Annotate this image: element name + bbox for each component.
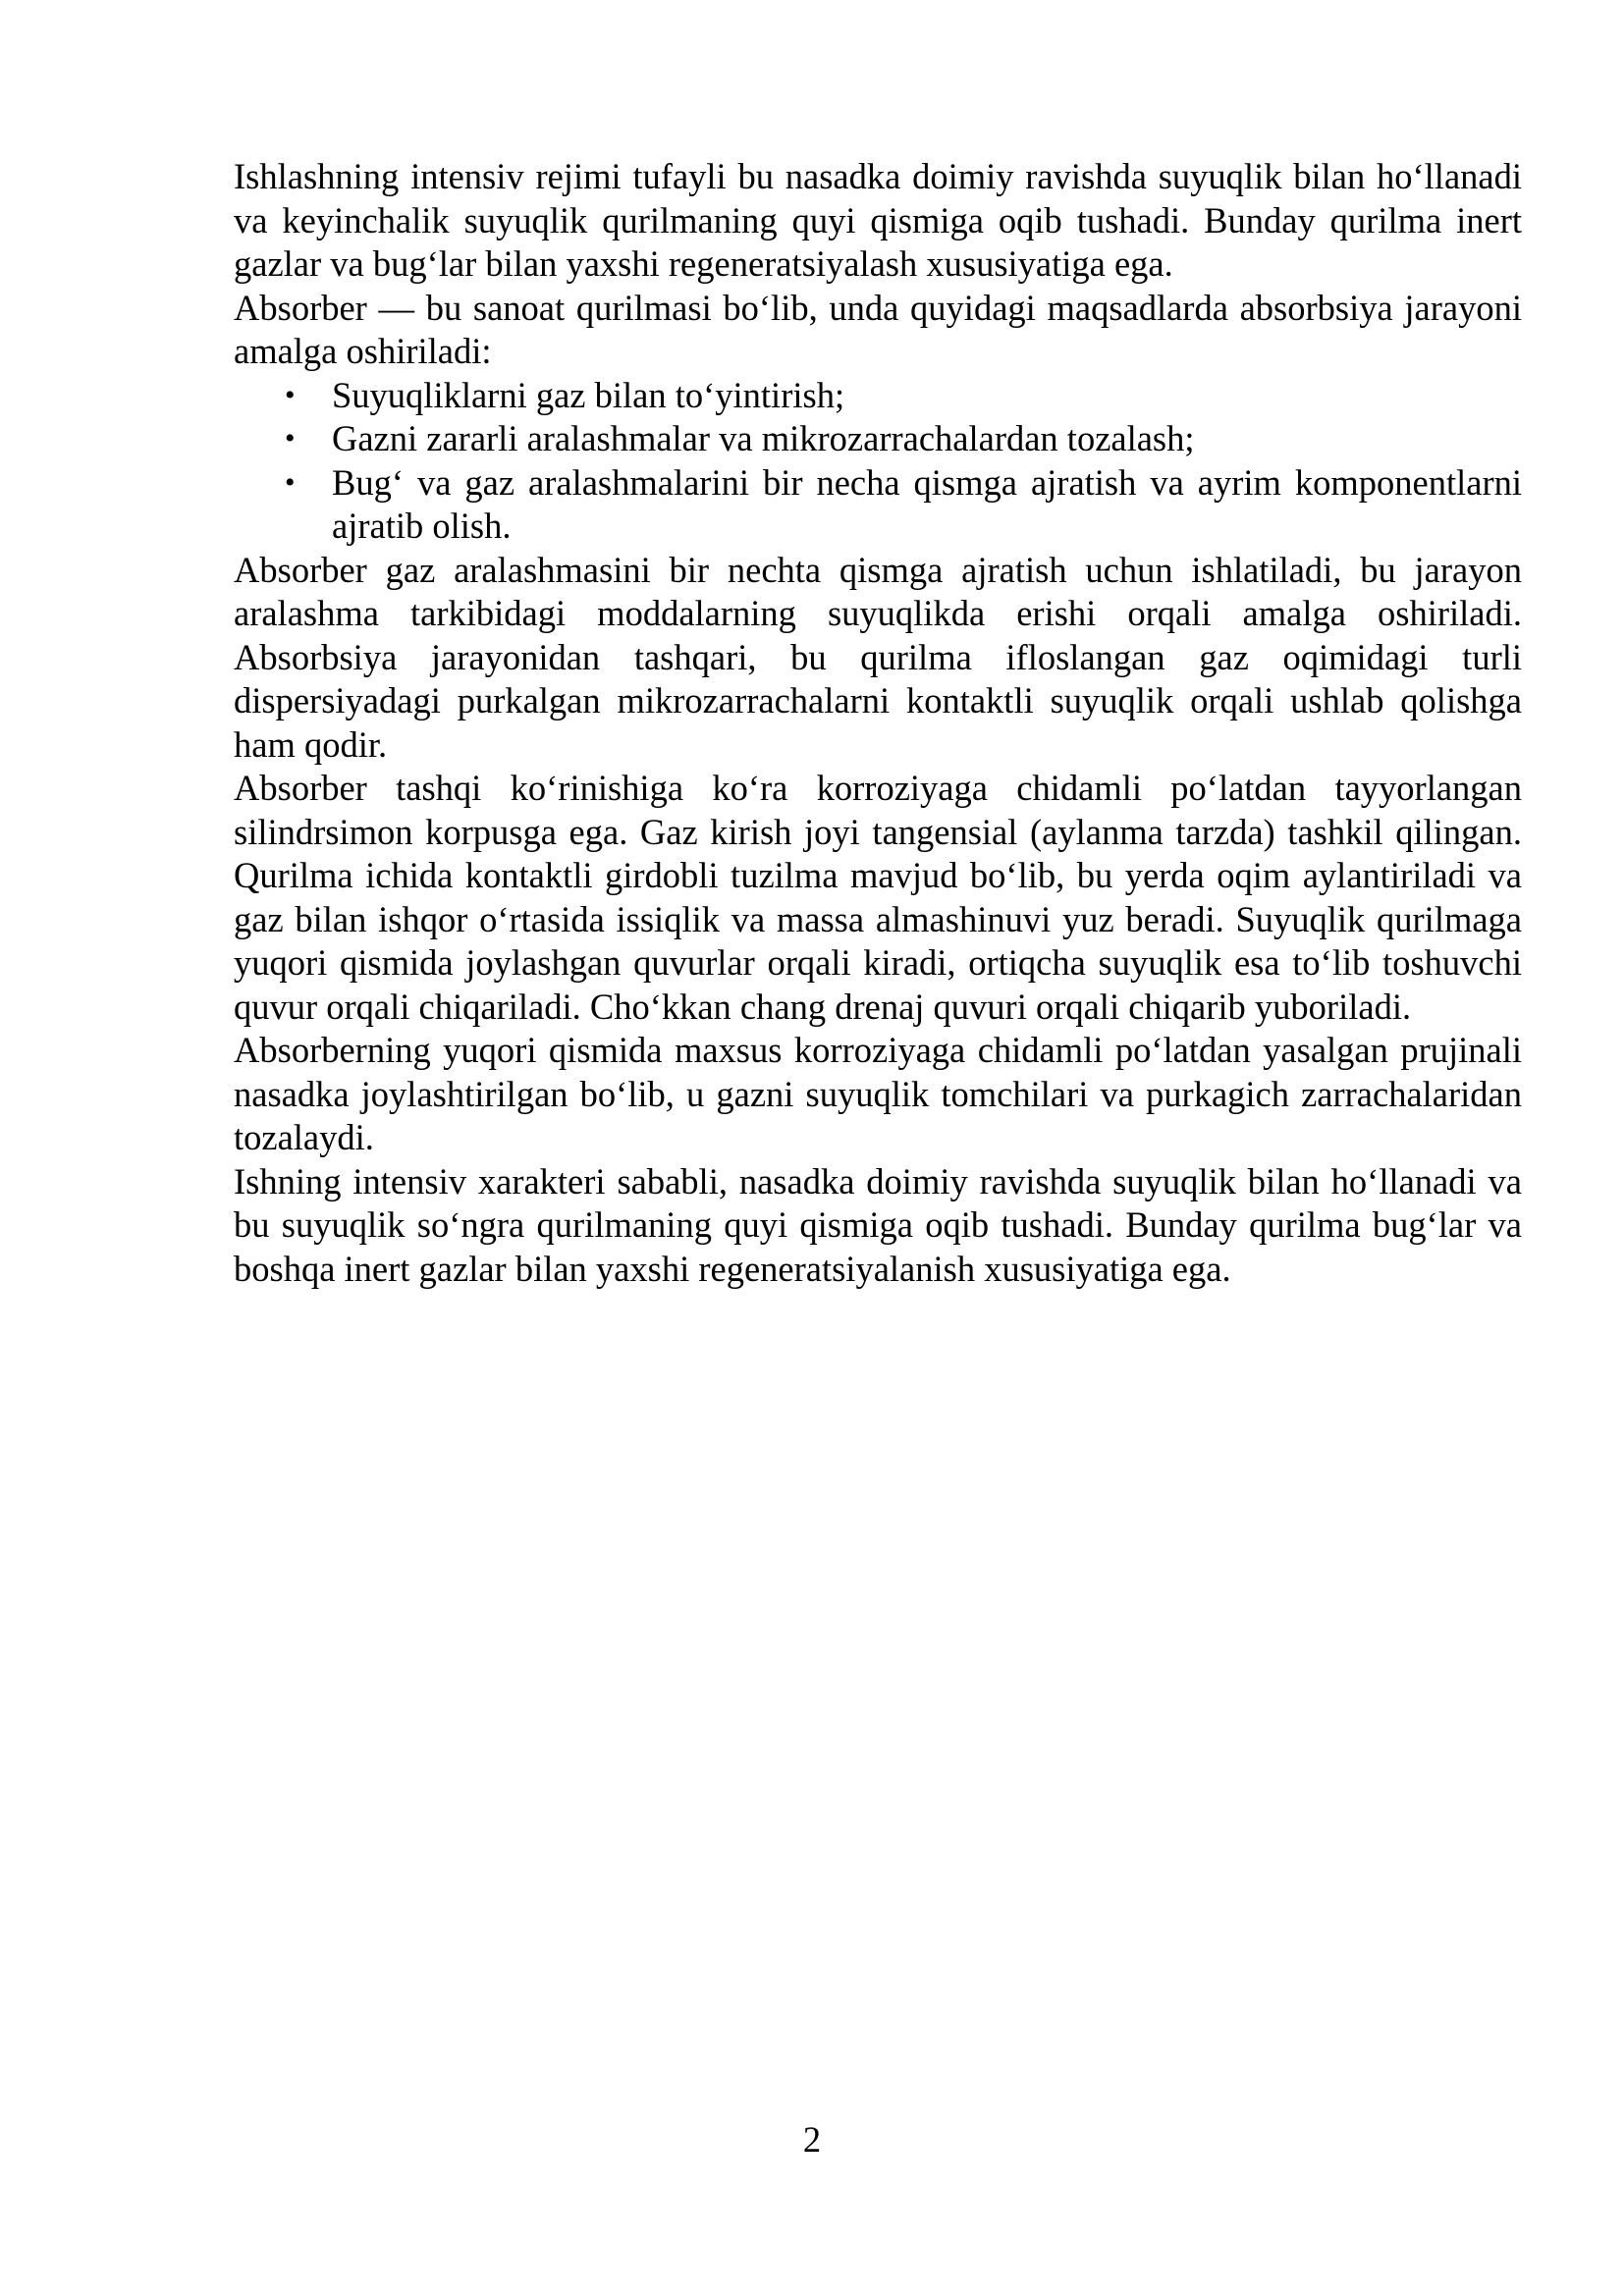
purpose-bullet-list <box>234 374 1522 549</box>
bullet-item-gas-cleaning <box>285 417 1522 461</box>
paragraph-gas-separation: Absorber gaz aralashmasini bir nechta qismga ajratish uchun ishlatiladi, bu jarayon aralashma tarkibidagi moddalarning suyuqlikda erishi orqali amalga oshiriladi. Absorbsiya jarayonidan tashqari, bu qurilma ifloslangan gaz oqimidagi turli dispersiyadagi purkalgan mikrozarrachalarni kontaktli suyuqlik orqali ushlab qolishga ham qodir. <box>234 549 1522 765</box>
paragraph-absorber-construction: Absorber tashqi ko‘rinishiga ko‘ra korroziyaga chidamli po‘latdan tayyorlangan silindrsimon korpusga ega. Gaz kirish joyi tangensial (aylanma tarzda) tashkil qilingan. Qurilma ichida kontaktli girdobli tuzilma mavjud bo‘lib, bu yerda oqim aylantiriladi va gaz bilan ishqor o‘rtasida issiqlik va massa almashinuvi yuz beradi. Suyuqlik qurilmaga yuqori qismida joylashgan quvurlar orqali kiradi, ortiqcha suyuqlik esa to‘lib toshuvchi quvur orqali chiqariladi. Cho‘kkan chang drenaj quvuri orqali chiqarib yuboriladi. <box>234 768 1522 1027</box>
bullet-text: Gazni zararli aralashmalar va mikrozarrachalardan tozalash; <box>332 418 1195 458</box>
bullet-icon: • <box>285 422 296 454</box>
bullet-icon: • <box>285 465 296 499</box>
bullet-text: Bug‘ va gaz aralashmalarini bir necha qismga ajratish va ayrim komponentlarni ajratib olish. <box>332 461 1522 546</box>
paragraph-absorber-definition: Absorber — bu sanoat qurilmasi bo‘lib, unda quyidagi maqsadlarda absorbsiya jarayoni amalga oshiriladi: <box>234 287 1522 371</box>
paragraph-spring-packing: Absorberning yuqori qismida maxsus korroziyaga chidamli po‘latdan yasalgan prujinali nasadka joylashtirilgan bo‘lib, u gazni suyuqlik tomchilari va purkagich zarrachalaridan tozalaydi. <box>234 1030 1522 1157</box>
page-body <box>234 155 1522 1291</box>
page-number: 2 <box>802 2119 822 2160</box>
bullet-text: Suyuqliklarni gaz bilan to‘yintirish; <box>332 374 845 415</box>
bullet-item-saturation <box>285 374 1522 418</box>
bullet-item-separation <box>285 461 1522 549</box>
bullet-icon: • <box>285 378 296 411</box>
paragraph-intensive-character: Ishning intensiv xarakteri sababli, nasadka doimiy ravishda suyuqlik bilan ho‘llanadi va bu suyuqlik so‘ngra qurilmaning quyi qismiga oqib tushadi. Bunday qurilma bug‘lar va boshqa inert gazlar bilan yaxshi regeneratsiyalanish xususiyatiga ega. <box>234 1160 1522 1289</box>
paragraph-intensive-mode: Ishlashning intensiv rejimi tufayli bu nasadka doimiy ravishda suyuqlik bilan ho‘llanadi va keyinchalik suyuqlik qurilmaning quyi qismiga oqib tushadi. Bunday qurilma inert gazlar va bug‘lar bilan yaxshi regeneratsiyalash xususiyatiga ega. <box>234 156 1522 284</box>
